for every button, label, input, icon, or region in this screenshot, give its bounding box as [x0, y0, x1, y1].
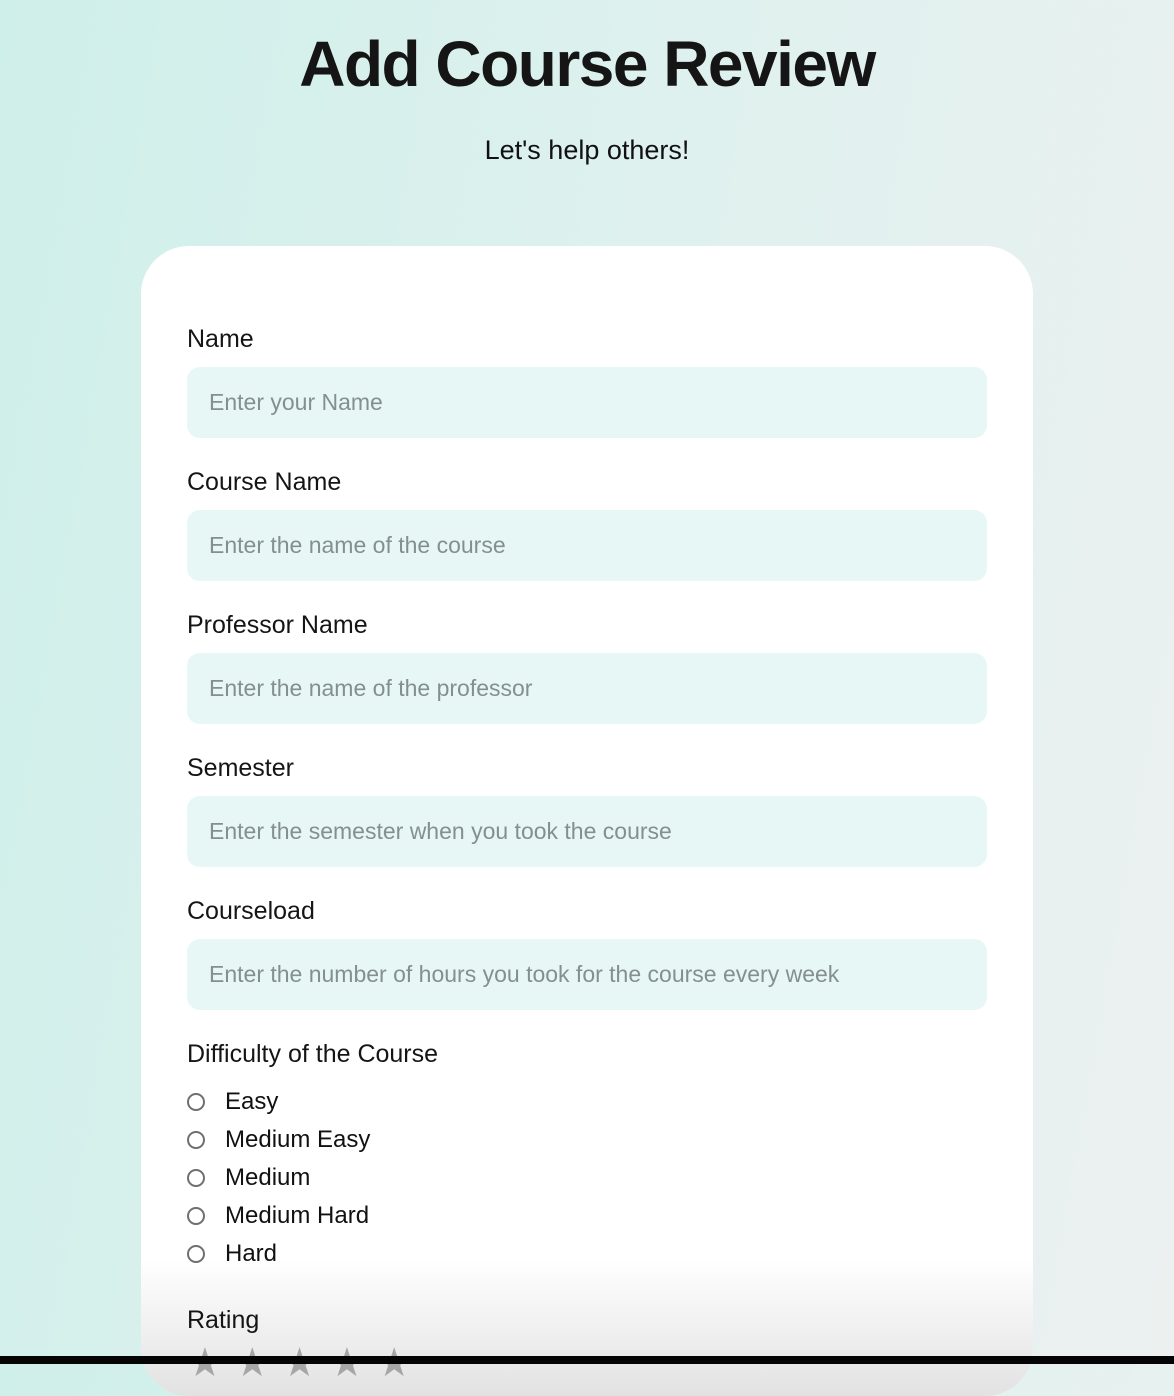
difficulty-option-hard[interactable]: [187, 1239, 987, 1269]
difficulty-option-label: Medium Hard: [225, 1201, 370, 1229]
courseload-input[interactable]: [187, 939, 987, 1010]
name-label: Name: [187, 324, 254, 353]
difficulty-option-medium-hard[interactable]: [187, 1201, 987, 1231]
rating-section: [187, 1305, 987, 1383]
field-group-professor-name: [187, 610, 987, 724]
name-input[interactable]: [187, 367, 987, 438]
difficulty-section: [187, 1039, 987, 1269]
semester-label: Semester: [187, 753, 294, 782]
radio-unchecked-icon[interactable]: [187, 1093, 205, 1111]
field-group-course-name: [187, 467, 987, 581]
difficulty-option-label: Medium Easy: [225, 1125, 371, 1153]
course-name-label: Course Name: [187, 467, 342, 496]
courseload-label: Courseload: [187, 896, 315, 925]
semester-input[interactable]: [187, 796, 987, 867]
page-subtitle: Let's help others!: [484, 134, 690, 165]
difficulty-label: Difficulty of the Course: [187, 1039, 439, 1068]
radio-unchecked-icon[interactable]: [187, 1131, 205, 1149]
professor-name-input[interactable]: [187, 653, 987, 724]
difficulty-option-medium[interactable]: [187, 1163, 987, 1193]
radio-unchecked-icon[interactable]: [187, 1207, 205, 1225]
field-group-courseload: [187, 896, 987, 1010]
difficulty-option-label: Hard: [225, 1239, 278, 1267]
bottom-bar: [0, 1356, 1174, 1364]
difficulty-option-medium-easy[interactable]: [187, 1125, 987, 1155]
radio-unchecked-icon[interactable]: [187, 1169, 205, 1187]
header: [0, 0, 1174, 168]
difficulty-option-label: Medium: [225, 1163, 311, 1191]
rating-label: Rating: [187, 1305, 260, 1334]
page-title: Add Course Review: [299, 28, 875, 100]
radio-unchecked-icon[interactable]: [187, 1245, 205, 1263]
field-group-name: [187, 324, 987, 438]
professor-name-label: Professor Name: [187, 610, 368, 639]
difficulty-option-label: Easy: [225, 1087, 279, 1115]
difficulty-option-easy[interactable]: [187, 1087, 987, 1117]
review-form-card: [141, 246, 1033, 1396]
course-name-input[interactable]: [187, 510, 987, 581]
field-group-semester: [187, 753, 987, 867]
